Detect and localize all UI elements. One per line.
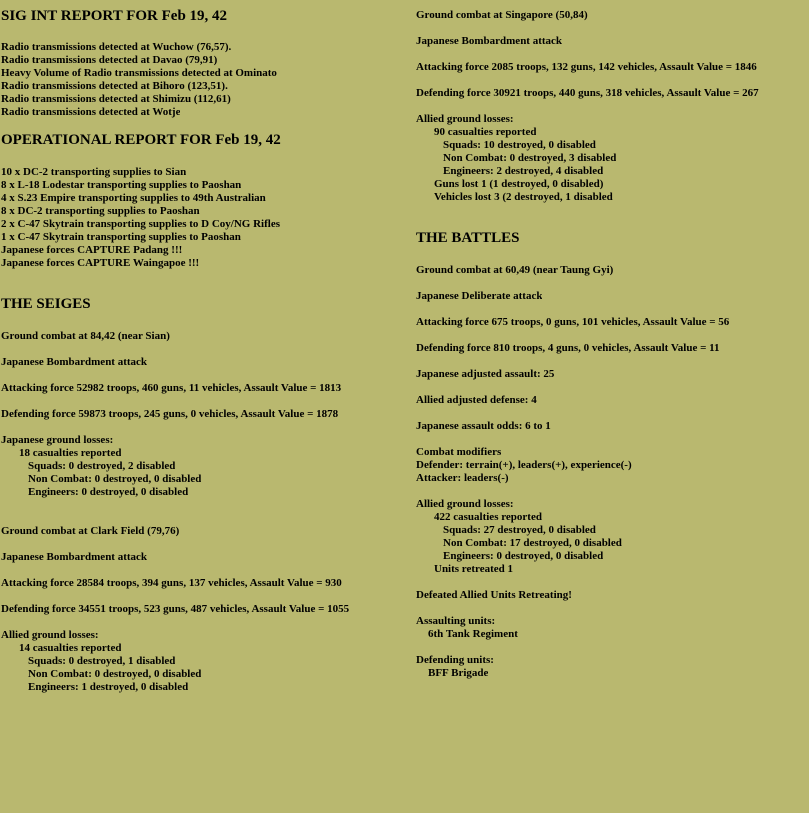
- report-line: Engineers: 0 destroyed, 0 disabled: [443, 550, 604, 562]
- report-line: 14 casualties reported: [19, 642, 122, 654]
- report-line: 18 casualties reported: [19, 447, 122, 459]
- report-line: Non Combat: 17 destroyed, 0 disabled: [443, 537, 622, 549]
- report-line: Japanese Deliberate attack: [416, 290, 543, 302]
- report-line: Defending force 59873 troops, 245 guns, 0 vehicles, Assault Value = 1878: [1, 408, 339, 420]
- report-line: Allied ground losses:: [416, 113, 514, 125]
- report-line: Units retreated 1: [434, 563, 514, 575]
- report-line: 6th Tank Regiment: [428, 628, 518, 640]
- section-heading: THE BATTLES: [416, 230, 520, 246]
- report-line: Heavy Volume of Radio transmissions detected at Ominato: [1, 67, 277, 79]
- report-line: Japanese forces CAPTURE Padang !!!: [1, 244, 183, 256]
- report-line: Defending force 34551 troops, 523 guns, 487 vehicles, Assault Value = 1055: [1, 603, 350, 615]
- report-line: Non Combat: 0 destroyed, 0 disabled: [28, 473, 202, 485]
- report-line: Ground combat at Singapore (50,84): [416, 9, 588, 21]
- report-line: 8 x DC-2 transporting supplies to Paoshan: [1, 205, 200, 217]
- report-line: Squads: 10 destroyed, 0 disabled: [443, 139, 596, 151]
- report-line: Defeated Allied Units Retreating!: [416, 589, 572, 601]
- report-line: 4 x S.23 Empire transporting supplies to 49th Australian: [1, 192, 266, 204]
- report-line: Radio transmissions detected at Bihoro (123,51).: [1, 80, 228, 92]
- report-line: Japanese Bombardment attack: [1, 551, 148, 563]
- report-line: Japanese Bombardment attack: [416, 35, 563, 47]
- report-line: Radio transmissions detected at Shimizu (112,61): [1, 93, 231, 105]
- report-line: Japanese forces CAPTURE Waingapoe !!!: [1, 257, 200, 269]
- report-line: Squads: 27 destroyed, 0 disabled: [443, 524, 596, 536]
- report-line: Guns lost 1 (1 destroyed, 0 disabled): [434, 178, 604, 190]
- report-line: Squads: 0 destroyed, 2 disabled: [28, 460, 176, 472]
- report-line: Combat modifiers: [416, 446, 502, 458]
- report-line: 8 x L-18 Lodestar transporting supplies to Paoshan: [1, 179, 242, 191]
- report-line: Allied ground losses:: [1, 629, 99, 641]
- report-line: Radio transmissions detected at Wotje: [1, 106, 181, 118]
- report-line: Ground combat at Clark Field (79,76): [1, 525, 180, 537]
- report-line: Attacking force 52982 troops, 460 guns, 11 vehicles, Assault Value = 1813: [1, 382, 342, 394]
- section-heading: SIG INT REPORT FOR Feb 19, 42: [1, 8, 228, 24]
- report-line: 422 casualties reported: [434, 511, 542, 523]
- report-line: Radio transmissions detected at Wuchow (76,57).: [1, 41, 232, 53]
- report-line: Attacker: leaders(-): [416, 472, 509, 484]
- report-line: Squads: 0 destroyed, 1 disabled: [28, 655, 176, 667]
- report-line: Non Combat: 0 destroyed, 3 disabled: [443, 152, 617, 164]
- report-line: Japanese ground losses:: [1, 434, 114, 446]
- report-line: Engineers: 0 destroyed, 0 disabled: [28, 486, 189, 498]
- report-line: Defender: terrain(+), leaders(+), experience(-): [416, 459, 632, 471]
- report-line: Vehicles lost 3 (2 destroyed, 1 disabled: [434, 191, 613, 203]
- report-line: Non Combat: 0 destroyed, 0 disabled: [28, 668, 202, 680]
- report-line: Assaulting units:: [416, 615, 496, 627]
- report-line: 1 x C-47 Skytrain transporting supplies to Paoshan: [1, 231, 241, 243]
- report-line: Engineers: 1 destroyed, 0 disabled: [28, 681, 189, 693]
- report-line: Defending force 810 troops, 4 guns, 0 vehicles, Assault Value = 11: [416, 342, 720, 354]
- report-line: Radio transmissions detected at Davao (79,91): [1, 54, 218, 66]
- report-line: Japanese assault odds: 6 to 1: [416, 420, 551, 432]
- report-line: Attacking force 675 troops, 0 guns, 101 vehicles, Assault Value = 56: [416, 316, 730, 328]
- report-line: Ground combat at 60,49 (near Taung Gyi): [416, 264, 614, 276]
- section-heading: THE SEIGES: [1, 296, 91, 312]
- report-line: 2 x C-47 Skytrain transporting supplies to D Coy/NG Rifles: [1, 218, 280, 230]
- report-line: Japanese Bombardment attack: [1, 356, 148, 368]
- report-line: 90 casualties reported: [434, 126, 537, 138]
- report-line: Engineers: 2 destroyed, 4 disabled: [443, 165, 604, 177]
- report-line: Attacking force 2085 troops, 132 guns, 142 vehicles, Assault Value = 1846: [416, 61, 757, 73]
- section-heading: OPERATIONAL REPORT FOR Feb 19, 42: [1, 132, 281, 148]
- report-line: Attacking force 28584 troops, 394 guns, 137 vehicles, Assault Value = 930: [1, 577, 342, 589]
- report-line: 10 x DC-2 transporting supplies to Sian: [1, 166, 187, 178]
- report-line: Allied ground losses:: [416, 498, 514, 510]
- report-line: BFF Brigade: [428, 667, 489, 679]
- report-line: Defending units:: [416, 654, 494, 666]
- report-line: Allied adjusted defense: 4: [416, 394, 537, 406]
- report-line: Ground combat at 84,42 (near Sian): [1, 330, 170, 342]
- report-line: Japanese adjusted assault: 25: [416, 368, 555, 380]
- report-line: Defending force 30921 troops, 440 guns, 318 vehicles, Assault Value = 267: [416, 87, 759, 99]
